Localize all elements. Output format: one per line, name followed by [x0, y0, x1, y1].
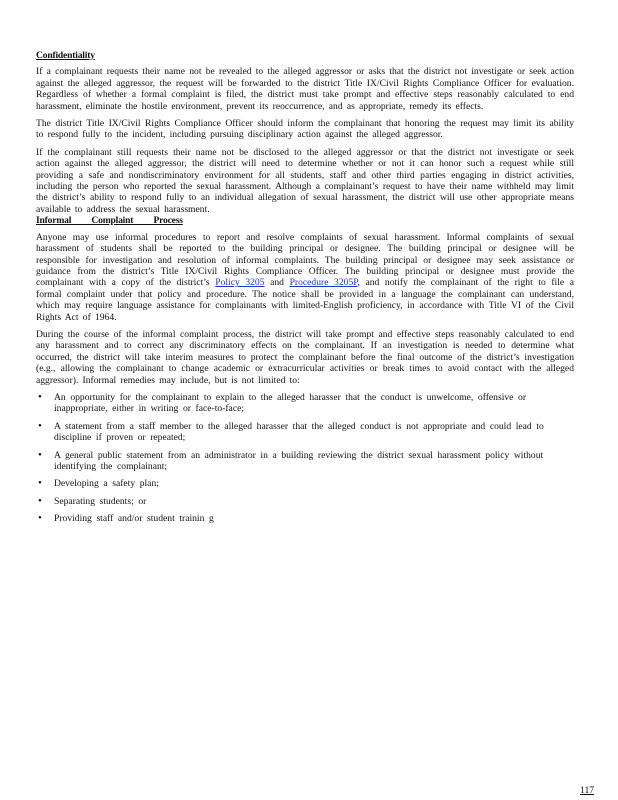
list-item [36, 478, 574, 489]
policy-3205-link[interactable]: Policy 3205 [215, 277, 265, 289]
list-item-text: An opportunity for the complainant to explain to the alleged harasser that the conduct is unwelcome, offensive or inappropriate, either in writing or face-to-face; [54, 391, 527, 415]
informal-paragraph-1-and: and [270, 277, 284, 289]
informal-remedies-list [36, 392, 574, 525]
list-item [36, 421, 574, 444]
bullet-icon: • [38, 448, 42, 461]
list-item-text: A general public statement from an administrator in a building reviewing the district sexual harassment policy without identifying the complainant; [54, 449, 544, 472]
informal-paragraph-2: During the course of the informal complaint process, the district will take prompt and effective steps reasonably calculated to end any harassment and to correct any discriminatory effects on the complainant. If an investigation is needed to determine what occurred, the district will take interim measures to protect the complainant before the final outcome of the district’s investigation (e.g., allowing the complainant to change academic or extracurricular activities or break times to avoid contact with the alleged aggressor). Informal remedies may include, but is not limited to: [36, 328, 574, 386]
page-content [36, 50, 574, 531]
list-item-text: Developing a safety plan; [54, 478, 159, 490]
procedure-3205p-link[interactable]: Procedure 3205P [289, 277, 358, 289]
list-item [36, 450, 574, 473]
list-item-text-tail: g [209, 513, 214, 525]
informal-paragraph-1-text-a: Anyone may use informal procedures to report and resolve complaints of sexual harassment. Informal complaints of sexual harassment of students shall be reported to the building principal or designee. The building principal or designee will be responsible for investigation and resolution of informal complaints. The building principal or designee may seek assistance or guidance from the district’s Title IX/Civil Rights Compliance Officer. The building principal or designee must provide the complainant with a copy of the district’s [36, 231, 574, 289]
confidentiality-paragraph-2: The district Title IX/Civil Rights Compliance Officer should inform the complainant that honoring the request may limit its ability to respond fully to the incident, including pursuing disciplinary action against the alleged aggressor. [36, 118, 574, 141]
informal-paragraph-1 [36, 232, 574, 323]
list-item [36, 513, 574, 524]
bullet-icon: • [38, 494, 42, 507]
page-number: 117 [580, 785, 595, 796]
confidentiality-paragraph-3: If the complainant still requests their name not be disclosed to the alleged aggressor or that the district not investigate or seek action against the alleged aggressor, the district will need to determine whether or not it can honor such a request while still providing a safe and nondiscriminatory environment for all students, staff and other third parties engaging in district activities, including the person who reported the sexual harassment. Although a complainant’s request to have their name withheld may limit the district’s ability to respond fully to an individual allegation of sexual harassment, the district will use other appropriate means available to address the sexual harassment. [36, 146, 574, 215]
informal-complaint-heading: Informal Complaint Process [36, 215, 183, 227]
list-item [36, 496, 574, 507]
confidentiality-paragraph-1: If a complainant requests their name not be revealed to the alleged aggressor or asks that the district not investigate or seek action against the alleged aggressor, the request will be forwarded to the district Title IX/Civil Rights Compliance Officer for evaluation. Regardless of whether a formal complaint is filed, the district must take prompt and effective steps reasonably calculated to end harassment, eliminate the hostile environment, prevent its reoccurrence, and as appropriate, remedy its effects. [36, 66, 574, 112]
bullet-icon: • [38, 419, 42, 432]
list-item-text: Providing staff and/or student trainin [54, 513, 205, 525]
informal-paragraph-1-text-b: , and notify the complainant of the right to file a formal complaint under that policy and procedure. The notice shall be provided in a language the complainant can understand, which may require language assistance for complainants with limited-English proficiency, in accordance with Title VI of the Civil Rights Act of 1964. [36, 277, 574, 323]
list-item [36, 392, 574, 415]
bullet-icon: • [38, 390, 42, 403]
list-item-text: Separating students; or [54, 495, 147, 507]
confidentiality-heading: Confidentiality [36, 50, 95, 61]
bullet-icon: • [38, 477, 42, 490]
list-item-text: A statement from a staff member to the alleged harasser that the alleged conduct is not appropriate and could lead to discipline if proven or repeated; [54, 420, 544, 444]
bullet-icon: • [38, 512, 42, 525]
